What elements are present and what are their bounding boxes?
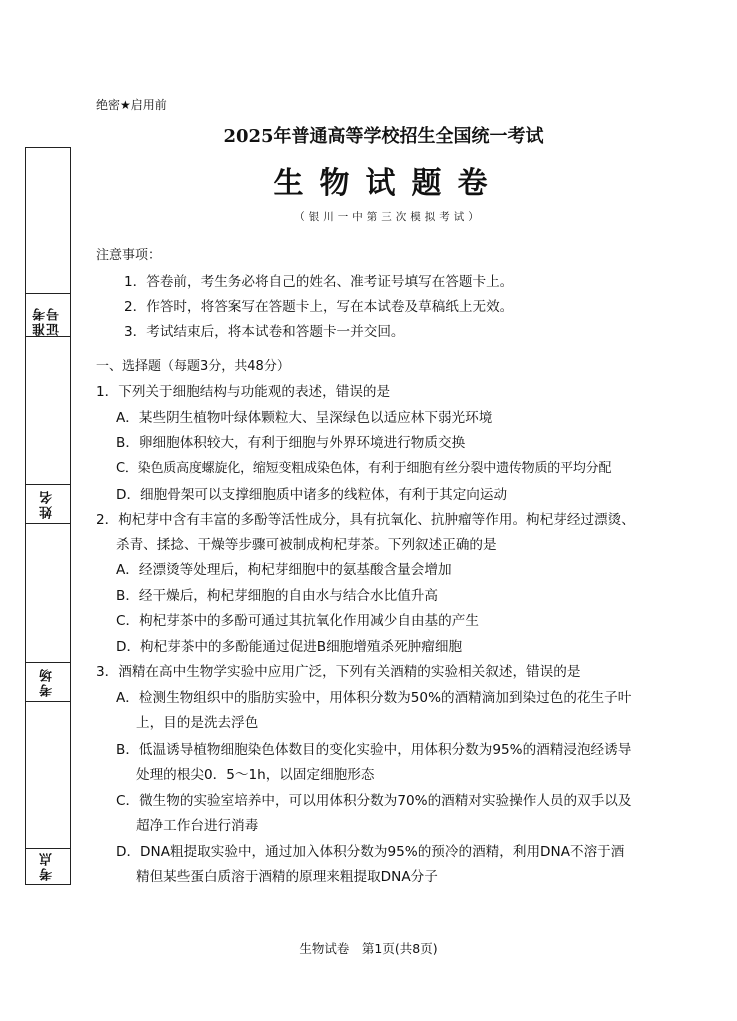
question-3-option-a-cont: 上，目的是洗去浮色 xyxy=(136,715,259,731)
field-label-name: 姓名 xyxy=(39,488,55,519)
question-1-option-b: B．卵细胞体积较大，有利于细胞与外界环境进行物质交换 xyxy=(116,435,466,451)
question-2-option-d: D．枸杞芽茶中的多酚能通过促进B细胞增殖杀死肿瘤细胞 xyxy=(116,639,463,655)
field-label-exam-room: 考场 xyxy=(39,666,55,697)
candidate-info-sidebar xyxy=(25,147,71,885)
question-2-option-a: A．经漂烫等处理后，枸杞芽细胞中的氨基酸含量会增加 xyxy=(116,562,452,578)
sidebar-divider xyxy=(26,336,70,337)
section-heading: 一、选择题（每题3分，共48分） xyxy=(96,359,290,374)
notice-item: 2．作答时，将答案写在答题卡上，写在本试卷及草稿纸上无效。 xyxy=(124,299,514,315)
field-label-exam-site: 考点 xyxy=(39,851,55,881)
question-3-option-a: A．检测生物组织中的脂肪实验中，用体积分数为50%的酒精滴加到染过色的花生子叶 xyxy=(116,690,632,706)
question-3-option-d-cont: 精但某些蛋白质溶于酒精的原理来粗提取DNA分子 xyxy=(136,869,438,885)
question-2-stem: 2．枸杞芽中含有丰富的多酚等活性成分，具有抗氧化、抗肿瘤等作用。枸杞芽经过漂烫、 xyxy=(96,512,635,528)
question-1-option-a: A．某些阴生植物叶绿体颗粒大、呈深绿色以适应林下弱光环境 xyxy=(116,410,493,426)
question-1-option-d: D．细胞骨架可以支撑细胞质中诸多的线粒体，有利于其定向运动 xyxy=(116,487,508,503)
sidebar-divider xyxy=(26,701,70,702)
page-footer: 生物试卷 第1页(共8页) xyxy=(299,941,438,956)
question-1-stem: 1．下列关于细胞结构与功能观的表述，错误的是 xyxy=(96,384,391,400)
question-1-option-c: C．染色质高度螺旋化，缩短变粗成染色体，有利于细胞有丝分裂中遗传物质的平均分配 xyxy=(116,461,612,476)
paper-subtitle: （银川一中第三次模拟考试） xyxy=(294,211,483,223)
question-3-option-c: C．微生物的实验室培养中，可以用体积分数为70%的酒精对实验操作人员的双手以及 xyxy=(116,793,632,809)
secret-mark: 绝密★启用前 xyxy=(96,98,167,112)
question-3-stem: 3．酒精在高中生物学实验中应用广泛，下列有关酒精的实验相关叙述，错误的是 xyxy=(96,664,581,680)
question-3-option-c-cont: 超净工作台进行消毒 xyxy=(136,818,259,834)
question-2-option-c: C．枸杞芽茶中的多酚可通过其抗氧化作用减少自由基的产生 xyxy=(116,613,479,629)
exam-title: 2025年普通高等学校招生全国统一考试 xyxy=(223,126,544,147)
question-2-stem-cont: 杀青、揉捻、干燥等步骤可被制成枸杞芽茶。下列叙述正确的是 xyxy=(116,537,497,553)
sidebar-divider xyxy=(26,523,70,524)
paper-title: 生物试题卷 xyxy=(273,166,504,201)
question-2-option-b: B．经干燥后，枸杞芽细胞的自由水与结合水比值升高 xyxy=(116,588,438,604)
notice-item: 1．答卷前，考生务必将自己的姓名、准考证号填写在答题卡上。 xyxy=(124,274,514,290)
question-3-option-d: D．DNA粗提取实验中，通过加入体积分数为95%的预冷的酒精，利用DNA不溶于酒 xyxy=(116,844,625,860)
notice-heading: 注意事项： xyxy=(96,248,162,263)
field-label-exam-number: 准考证号 xyxy=(32,306,62,336)
notice-item: 3．考试结束后，将本试卷和答题卡一并交回。 xyxy=(124,324,405,340)
question-3-option-b: B．低温诱导植物细胞染色体数目的变化实验中，用体积分数为95%的酒精浸泡经诱导 xyxy=(116,742,632,758)
question-3-option-b-cont: 处理的根尖0．5～1h，以固定细胞形态 xyxy=(136,767,375,783)
